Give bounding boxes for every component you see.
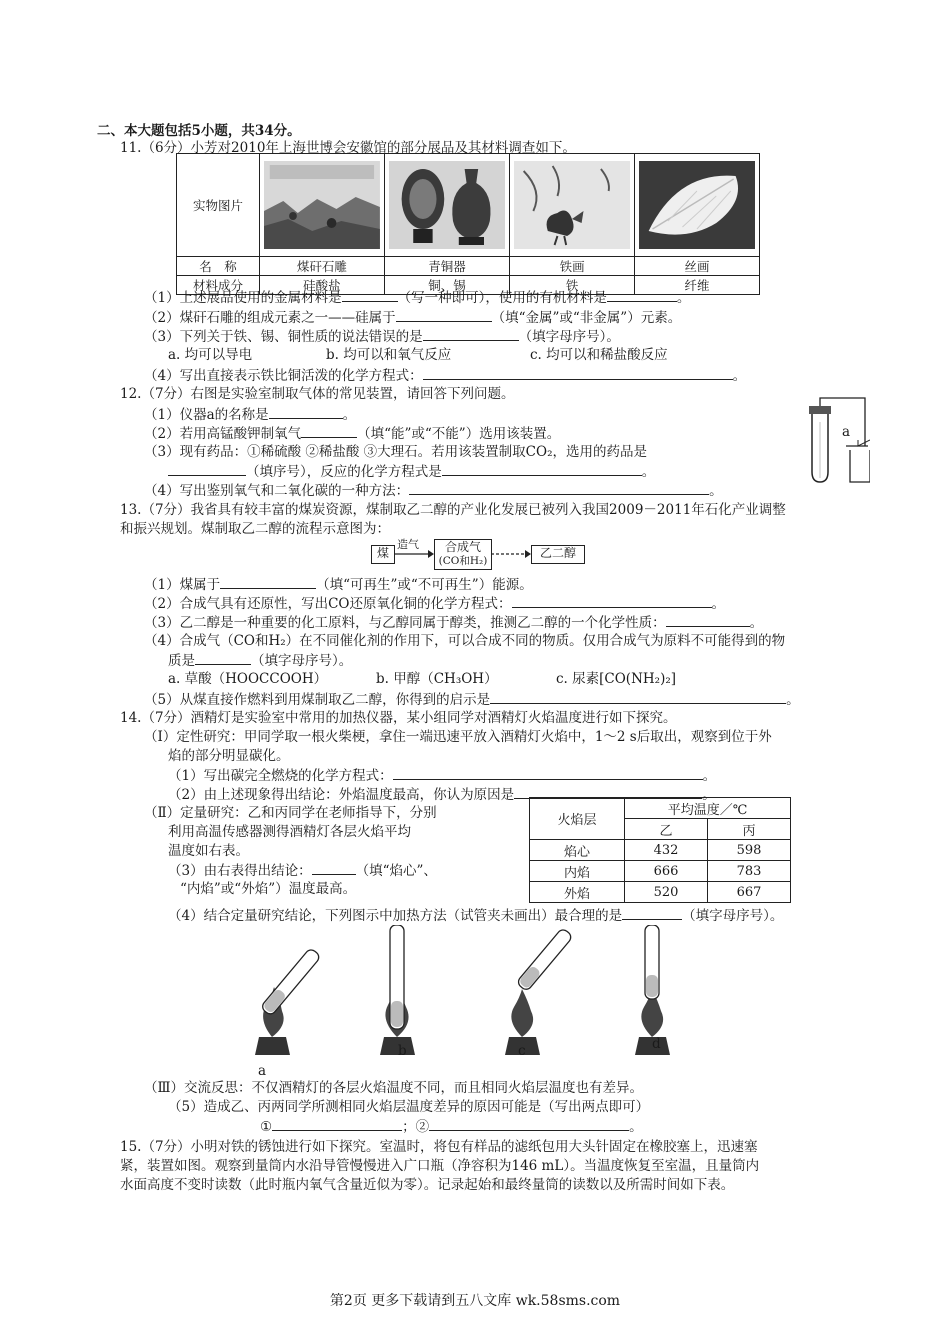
cell-layer: 内焰 [530, 861, 625, 882]
answer-blank[interactable] [409, 482, 709, 495]
answer-blank[interactable] [269, 406, 343, 419]
cell-layer: 外焰 [530, 882, 625, 903]
q13-option-b: b. 甲醇（CH₃OH） [376, 671, 498, 687]
answer-blank[interactable] [195, 652, 251, 665]
exhibit-photo-bronze [384, 154, 509, 257]
figure-label-b: b [398, 1043, 407, 1059]
col-header-bing: 丙 [707, 819, 790, 840]
gas-apparatus-figure [790, 392, 870, 488]
row-label-material: 材料成分 [177, 276, 260, 295]
flame-temperature-table [529, 797, 791, 903]
q11-option-c: c. 均可以和稀盐酸反应 [530, 347, 668, 363]
heating-figure-c [505, 928, 573, 1055]
cell-bing: 783 [707, 861, 790, 882]
exhibit-material: 纤维 [635, 276, 760, 295]
answer-blank[interactable] [168, 463, 246, 476]
q11-part3: （3）下列关于铁、锡、铜性质的说法错误的是 （填字母序号）。 [144, 329, 620, 345]
q11-option-a: a. 均可以导电 [168, 347, 253, 363]
q12-part4: （4）写出鉴别氧气和二氧化碳的一种方法： 。 [144, 483, 723, 499]
cell-yi: 520 [625, 882, 708, 903]
exhibit-photo-coal-carving [260, 154, 385, 257]
q14-ii-line1: （Ⅱ）定量研究：乙和丙同学在老师指导下，分别 [144, 805, 437, 821]
answer-blank[interactable] [312, 862, 356, 875]
q14-sub1: （1）写出碳完全燃烧的化学方程式： 。 [168, 768, 717, 784]
answer-blank[interactable] [396, 309, 492, 322]
flow-box-syngas: 合成气 (CO和H₂) [434, 539, 492, 570]
exhibit-name: 煤矸石雕 [260, 257, 385, 276]
flow-box-product: 乙二醇 [531, 545, 585, 564]
q14-sub3-cont: “内焰”或“外焰”）温度最高。 [180, 881, 357, 897]
q13-part4-cont: 质是 （填字母序号）。 [168, 653, 353, 669]
answer-blank[interactable] [220, 576, 316, 589]
flow-arrow-1 [394, 549, 434, 559]
q11-option-b: b. 均可以和氧气反应 [326, 347, 452, 363]
row-label-name: 名 称 [177, 257, 260, 276]
table-row [530, 882, 791, 903]
answer-blank[interactable] [393, 767, 703, 780]
q15-line3: 水面高度不变时读数（此时瓶内氧气含量近似为零）。记录起始和最终量筒的读数以及所需时间如下表。 [120, 1177, 735, 1193]
q13-part2: （2）合成气具有还原性，写出CO还原氧化铜的化学方程式： 。 [144, 596, 725, 612]
cell-bing: 598 [707, 840, 790, 861]
answer-blank[interactable] [301, 425, 357, 438]
flow-step-label: 造气 [397, 538, 419, 551]
q14-i-line2: 焰的部分明显碳化。 [168, 748, 290, 764]
q12-part3-cont: （填序号），反应的化学方程式是 。 [168, 463, 655, 481]
q13-part5: （5）从煤直接作燃料到用煤制取乙二醇，你得到的启示是 。 [144, 692, 800, 708]
flow-box-coal: 煤 [371, 545, 395, 564]
q12-part1: （1）仪器a的名称是 。 [144, 407, 357, 423]
q14-sub4: （4）结合定量研究结论，下列图示中加热方法（试管夹未画出）最合理的是 （填字母序号）。 [168, 908, 784, 924]
col-header-layer: 火焰层 [530, 798, 625, 840]
heating-methods-figure [230, 925, 710, 1065]
flow-arrow-2 [491, 549, 531, 559]
q13-option-a: a. 草酸（HOOCCOOH） [168, 671, 328, 687]
q14-sub5: （5）造成乙、丙两同学所测相同火焰层温度差异的原因可能是（写出两点即可） [168, 1099, 650, 1115]
figure-label-c: c [518, 1043, 526, 1059]
q13-stem-line1: 13.（7分）我省具有较丰富的煤炭资源，煤制取乙二醇的产业化发展已被列入我国2009－2011年石化产业调整 [120, 502, 786, 518]
answer-blank[interactable] [442, 463, 642, 476]
exhibit-name: 青铜器 [384, 257, 509, 276]
exhibit-material: 硅酸盐 [260, 276, 385, 295]
q13-part1: （1）煤属于 （填“可再生”或“不可再生”）能源。 [144, 577, 533, 593]
section-title: 二、本大题包括5小题，共34分。 [97, 123, 301, 139]
table-row [530, 861, 791, 882]
q11-part2: （2）煤矸石雕的组成元素之一——硅属于 （填“金属”或“非金属”）元素。 [144, 310, 682, 326]
cell-bing: 667 [707, 882, 790, 903]
answer-blank[interactable] [423, 367, 733, 380]
q11-part1: （1）上述展品使用的金属材料是 （写一种即可），使用的有机材料是 。 [144, 290, 691, 306]
q15-line2: 紧，装置如图。观察到量筒内水沿导管慢慢进入广口瓶（净容积为146 mL）。当温度恢复至室温，且量筒内 [120, 1158, 760, 1174]
answer-blank[interactable] [607, 289, 677, 302]
heating-figure-b [380, 925, 415, 1055]
q15-line1: 15.（7分）小明对铁的锈蚀进行如下探究。室温时，将包有样品的滤纸包用大头针固定在橡胶塞上，迅速塞 [120, 1139, 758, 1155]
figure-label-d: d [652, 1036, 661, 1052]
q13-stem-line2: 和振兴规划。煤制取乙二醇的流程示意图为： [120, 521, 390, 537]
q11-stem: 11.（6分）小芳对2010年上海世博会安徽馆的部分展品及其材料调查如下。 [120, 140, 576, 156]
exhibit-material: 铁 [510, 276, 635, 295]
exhibit-material: 铜、锡 [384, 276, 509, 295]
answer-blank[interactable] [423, 328, 519, 341]
exhibit-name: 铁画 [510, 257, 635, 276]
q14-ii-line3: 温度如右表。 [168, 843, 249, 859]
q12-part3: （3）现有药品：①稀硫酸 ②稀盐酸 ③大理石。若用该装置制取CO₂，选用的药品是 [144, 444, 647, 460]
answer-blank[interactable] [342, 289, 398, 302]
exhibit-name: 丝画 [635, 257, 760, 276]
answer-blank[interactable] [490, 691, 786, 704]
q13-part3: （3）乙二醇是一种重要的化工原料，与乙醇同属于醇类，推测乙二醇的一个化学性质： 。 [144, 615, 764, 631]
q14-i-line1: （Ⅰ）定性研究：甲同学取一根火柴梗，拿住一端迅速平放入酒精灯火焰中，1～2 s后取出，观察到位于外 [144, 729, 772, 745]
col-header-avg-temp: 平均温度／℃ [625, 798, 791, 819]
q14-sub3: （3）由右表得出结论： （填“焰心”、 [168, 863, 437, 879]
figure-label-a: a [258, 1063, 267, 1079]
answer-blank[interactable] [622, 907, 682, 920]
q14-iii: （Ⅲ）交流反思：不仅酒精灯的各层火焰温度不同，而且相同火焰层温度也有差异。 [144, 1080, 644, 1096]
q11-exhibit-table [176, 153, 760, 295]
answer-blank[interactable] [512, 595, 712, 608]
q11-part4: （4）写出直接表示铁比铜活泼的化学方程式： 。 [144, 368, 747, 384]
q14-stem: 14.（7分）酒精灯是实验室中常用的加热仪器，某小组同学对酒精灯火焰温度进行如下探究。 [120, 710, 677, 726]
answer-blank[interactable] [429, 1118, 629, 1131]
q14-ii-line2: 利用高温传感器测得酒精灯各层火焰平均 [168, 824, 411, 840]
q14-sub5-answers: ① ；② 。 [260, 1119, 643, 1135]
answer-blank[interactable] [666, 614, 750, 627]
q13-option-c: c. 尿素[CO(NH₂)₂] [556, 671, 677, 687]
exhibit-photo-iron-painting [510, 154, 635, 257]
heating-figure-a [255, 948, 321, 1055]
cell-layer: 焰心 [530, 840, 625, 861]
table-row [530, 840, 791, 861]
q13-part4: （4）合成气（CO和H₂）在不同催化剂的作用下，可以合成不同的物质。仅用合成气为原料不可能得到的物 [144, 633, 786, 649]
row-label-image: 实物图片 [177, 154, 260, 257]
answer-blank[interactable] [272, 1118, 402, 1131]
q12-part2: （2）若用高锰酸钾制氧气 （填“能”或“不能”）选用该装置。 [144, 426, 561, 442]
cell-yi: 432 [625, 840, 708, 861]
page-footer: 第2页 更多下载请到五八文库 wk.58sms.com [329, 1293, 621, 1309]
col-header-yi: 乙 [625, 819, 708, 840]
q12-stem: 12.（7分）右图是实验室制取气体的常见装置，请回答下列问题。 [120, 386, 515, 402]
q14-sub2: （2）由上述现象得出结论：外焰温度最高，你认为原因是 。 [168, 787, 716, 803]
exhibit-photo-silk-painting [635, 154, 760, 257]
apparatus-label-a: a [842, 424, 851, 440]
cell-yi: 666 [625, 861, 708, 882]
